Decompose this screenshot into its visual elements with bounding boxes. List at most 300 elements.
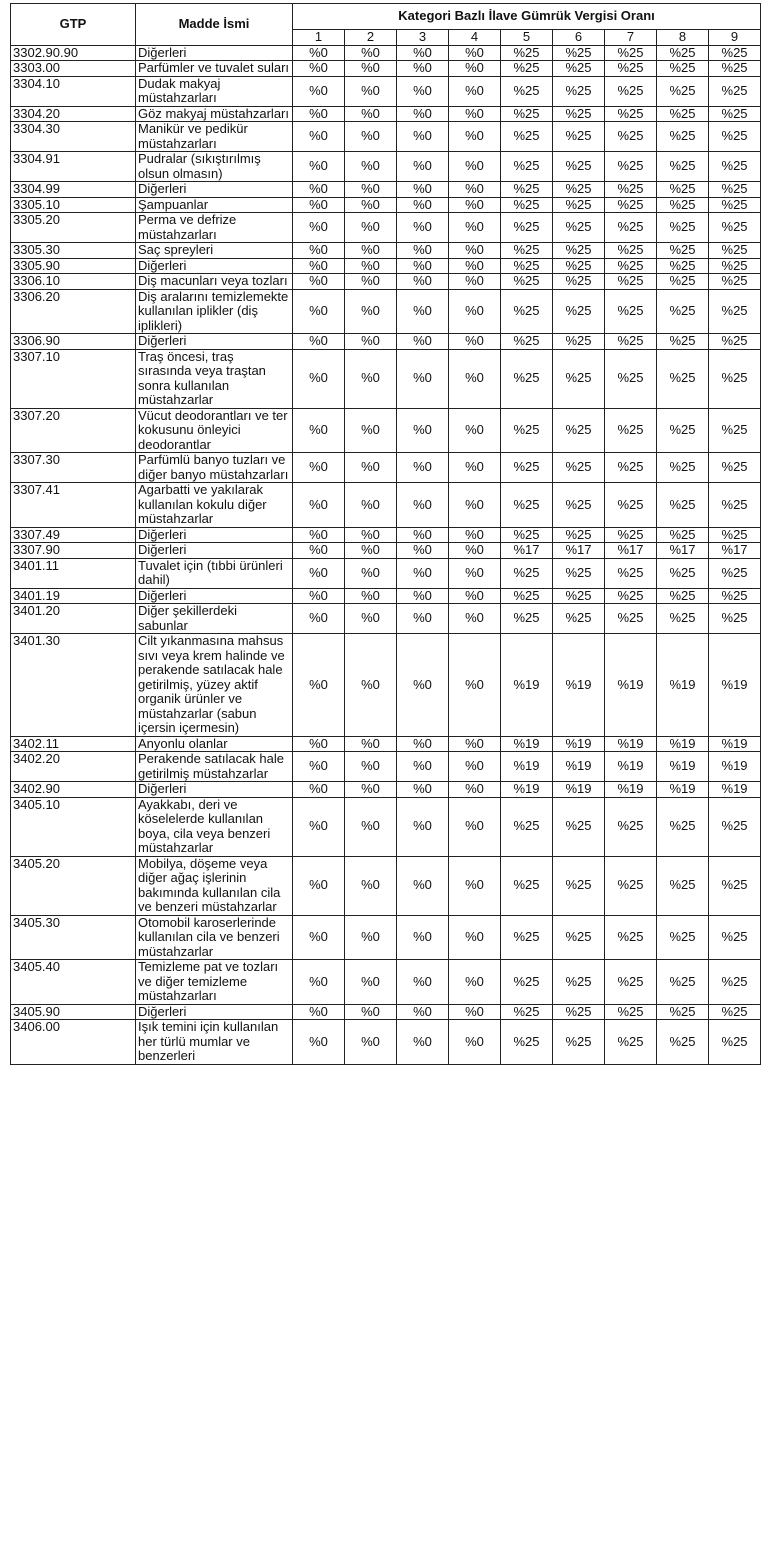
item-name: Otomobil karoserlerinde kullanılan cila ve benzeri müstahzarlar bbox=[136, 915, 293, 960]
rate-cell: %25 bbox=[709, 856, 761, 915]
rate-cell: %0 bbox=[397, 527, 449, 543]
rate-cell: %25 bbox=[553, 408, 605, 453]
header-item-name: Madde İsmi bbox=[136, 4, 293, 46]
rate-cell: %0 bbox=[345, 106, 397, 122]
table-row bbox=[11, 122, 761, 152]
rate-cell: %25 bbox=[501, 453, 553, 483]
rate-cell: %25 bbox=[553, 274, 605, 290]
gtp-code: 3303.00 bbox=[11, 61, 136, 77]
rate-cell: %19 bbox=[553, 782, 605, 798]
table-row bbox=[11, 797, 761, 856]
rate-cell: %25 bbox=[709, 527, 761, 543]
rate-cell: %25 bbox=[605, 604, 657, 634]
rate-cell: %25 bbox=[605, 106, 657, 122]
rate-cell: %25 bbox=[605, 1004, 657, 1020]
rate-cell: %0 bbox=[345, 797, 397, 856]
rate-cell: %0 bbox=[345, 152, 397, 182]
rate-cell: %0 bbox=[293, 604, 345, 634]
rate-cell: %25 bbox=[605, 483, 657, 528]
rate-cell: %25 bbox=[709, 213, 761, 243]
gtp-code: 3307.20 bbox=[11, 408, 136, 453]
rate-cell: %25 bbox=[553, 289, 605, 334]
item-name: Manikür ve pedikür müstahzarları bbox=[136, 122, 293, 152]
header-category: 4 bbox=[449, 30, 501, 46]
rate-cell: %0 bbox=[293, 1004, 345, 1020]
rate-cell: %25 bbox=[605, 915, 657, 960]
rate-cell: %25 bbox=[657, 349, 709, 408]
rate-cell: %0 bbox=[345, 856, 397, 915]
table-row bbox=[11, 856, 761, 915]
item-name: Traş öncesi, traş sırasında veya traştan sonra kullanılan müstahzarlar bbox=[136, 349, 293, 408]
rate-cell: %25 bbox=[501, 122, 553, 152]
rate-cell: %25 bbox=[605, 258, 657, 274]
rate-cell: %25 bbox=[553, 213, 605, 243]
rate-cell: %0 bbox=[293, 960, 345, 1005]
item-name: Diş macunları veya tozları bbox=[136, 274, 293, 290]
header-category: 1 bbox=[293, 30, 345, 46]
header-category: 6 bbox=[553, 30, 605, 46]
rate-cell: %0 bbox=[345, 243, 397, 259]
rate-cell: %0 bbox=[345, 213, 397, 243]
rate-cell: %19 bbox=[709, 736, 761, 752]
rate-cell: %19 bbox=[657, 634, 709, 737]
item-name: Diğer şekillerdeki sabunlar bbox=[136, 604, 293, 634]
rate-cell: %0 bbox=[449, 61, 501, 77]
rate-cell: %0 bbox=[397, 61, 449, 77]
rate-cell: %25 bbox=[501, 106, 553, 122]
rate-cell: %0 bbox=[449, 527, 501, 543]
rate-cell: %25 bbox=[605, 61, 657, 77]
rate-cell: %25 bbox=[657, 558, 709, 588]
rate-cell: %0 bbox=[293, 349, 345, 408]
rate-cell: %25 bbox=[657, 289, 709, 334]
rate-cell: %0 bbox=[397, 1004, 449, 1020]
rate-cell: %19 bbox=[605, 634, 657, 737]
rate-cell: %25 bbox=[553, 349, 605, 408]
rate-cell: %25 bbox=[501, 604, 553, 634]
table-row bbox=[11, 289, 761, 334]
rate-cell: %25 bbox=[501, 408, 553, 453]
item-name: Anyonlu olanlar bbox=[136, 736, 293, 752]
rate-cell: %25 bbox=[709, 61, 761, 77]
rate-cell: %25 bbox=[657, 45, 709, 61]
gtp-code: 3306.20 bbox=[11, 289, 136, 334]
rate-cell: %0 bbox=[293, 588, 345, 604]
rate-cell: %25 bbox=[605, 349, 657, 408]
item-name: Cilt yıkanmasına mahsus sıvı veya krem halinde ve perakende satılacak hale getirilmiş, yüzey aktif organik ürünler ve müstahzarlar (sabun içersin içermesin) bbox=[136, 634, 293, 737]
rate-cell: %25 bbox=[553, 453, 605, 483]
rate-cell: %0 bbox=[449, 588, 501, 604]
rate-cell: %0 bbox=[397, 453, 449, 483]
rate-cell: %0 bbox=[345, 543, 397, 559]
rate-cell: %0 bbox=[345, 782, 397, 798]
table-row bbox=[11, 752, 761, 782]
rate-cell: %0 bbox=[449, 289, 501, 334]
table-row bbox=[11, 960, 761, 1005]
item-name: Diğerleri bbox=[136, 782, 293, 798]
table-row bbox=[11, 213, 761, 243]
rate-cell: %25 bbox=[657, 960, 709, 1005]
rate-cell: %25 bbox=[553, 152, 605, 182]
table-row bbox=[11, 588, 761, 604]
rate-cell: %25 bbox=[709, 604, 761, 634]
rate-cell: %0 bbox=[397, 408, 449, 453]
rate-cell: %0 bbox=[293, 915, 345, 960]
rate-cell: %25 bbox=[709, 483, 761, 528]
header-category: 2 bbox=[345, 30, 397, 46]
rate-cell: %0 bbox=[397, 797, 449, 856]
rate-cell: %19 bbox=[709, 782, 761, 798]
table-row bbox=[11, 334, 761, 350]
rate-cell: %25 bbox=[709, 197, 761, 213]
rate-cell: %25 bbox=[553, 527, 605, 543]
item-name: Mobilya, döşeme veya diğer ağaç işlerinin bakımında kullanılan cila ve benzeri müstahzarlar bbox=[136, 856, 293, 915]
gtp-code: 3402.90 bbox=[11, 782, 136, 798]
rate-cell: %0 bbox=[449, 274, 501, 290]
gtp-code: 3304.30 bbox=[11, 122, 136, 152]
rate-cell: %25 bbox=[657, 258, 709, 274]
rate-cell: %0 bbox=[397, 152, 449, 182]
rate-cell: %0 bbox=[397, 960, 449, 1005]
rate-cell: %0 bbox=[345, 61, 397, 77]
rate-cell: %25 bbox=[709, 915, 761, 960]
rate-cell: %0 bbox=[293, 334, 345, 350]
rate-cell: %0 bbox=[293, 736, 345, 752]
rate-cell: %19 bbox=[501, 782, 553, 798]
table-row bbox=[11, 274, 761, 290]
rate-cell: %0 bbox=[345, 1020, 397, 1065]
item-name: Dudak makyaj müstahzarları bbox=[136, 76, 293, 106]
rate-cell: %25 bbox=[657, 408, 709, 453]
gtp-code: 3401.19 bbox=[11, 588, 136, 604]
rate-cell: %0 bbox=[397, 122, 449, 152]
rate-cell: %0 bbox=[449, 483, 501, 528]
table-row bbox=[11, 182, 761, 198]
rate-cell: %25 bbox=[501, 527, 553, 543]
rate-cell: %25 bbox=[709, 258, 761, 274]
item-name: Ayakkabı, deri ve köselelerde kullanılan boya, cila veya benzeri müstahzarlar bbox=[136, 797, 293, 856]
table-row bbox=[11, 408, 761, 453]
rate-cell: %0 bbox=[397, 258, 449, 274]
rate-cell: %0 bbox=[293, 122, 345, 152]
rate-cell: %0 bbox=[345, 915, 397, 960]
rate-cell: %0 bbox=[293, 243, 345, 259]
rate-cell: %25 bbox=[657, 588, 709, 604]
rate-cell: %25 bbox=[553, 856, 605, 915]
gtp-code: 3307.41 bbox=[11, 483, 136, 528]
rate-cell: %25 bbox=[657, 797, 709, 856]
rate-cell: %19 bbox=[657, 752, 709, 782]
table-row bbox=[11, 1004, 761, 1020]
rate-cell: %25 bbox=[657, 334, 709, 350]
gtp-code: 3405.10 bbox=[11, 797, 136, 856]
rate-cell: %0 bbox=[449, 915, 501, 960]
item-name: Tuvalet için (tıbbi ürünleri dahil) bbox=[136, 558, 293, 588]
rate-cell: %25 bbox=[709, 349, 761, 408]
rate-cell: %0 bbox=[397, 736, 449, 752]
rate-cell: %25 bbox=[605, 289, 657, 334]
rate-cell: %0 bbox=[345, 349, 397, 408]
rate-cell: %0 bbox=[397, 543, 449, 559]
rate-cell: %25 bbox=[709, 334, 761, 350]
rate-cell: %19 bbox=[657, 782, 709, 798]
rate-cell: %25 bbox=[553, 61, 605, 77]
gtp-code: 3405.30 bbox=[11, 915, 136, 960]
rate-cell: %0 bbox=[345, 558, 397, 588]
rate-cell: %25 bbox=[605, 527, 657, 543]
rate-cell: %25 bbox=[553, 1004, 605, 1020]
item-name: Diğerleri bbox=[136, 334, 293, 350]
rate-cell: %25 bbox=[709, 45, 761, 61]
rate-cell: %25 bbox=[605, 76, 657, 106]
gtp-code: 3402.20 bbox=[11, 752, 136, 782]
rate-cell: %17 bbox=[709, 543, 761, 559]
rate-cell: %25 bbox=[709, 588, 761, 604]
rate-cell: %19 bbox=[553, 736, 605, 752]
rate-cell: %25 bbox=[605, 960, 657, 1005]
rate-cell: %0 bbox=[449, 604, 501, 634]
rate-cell: %0 bbox=[397, 213, 449, 243]
rate-cell: %25 bbox=[657, 106, 709, 122]
rate-cell: %0 bbox=[345, 604, 397, 634]
rate-cell: %0 bbox=[345, 274, 397, 290]
rate-cell: %25 bbox=[657, 61, 709, 77]
rate-cell: %25 bbox=[605, 243, 657, 259]
rate-cell: %25 bbox=[553, 243, 605, 259]
gtp-code: 3304.99 bbox=[11, 182, 136, 198]
rate-cell: %0 bbox=[345, 483, 397, 528]
rate-cell: %25 bbox=[501, 61, 553, 77]
rate-cell: %25 bbox=[553, 334, 605, 350]
rate-cell: %25 bbox=[553, 797, 605, 856]
rate-cell: %0 bbox=[397, 856, 449, 915]
rate-cell: %0 bbox=[293, 213, 345, 243]
table-row bbox=[11, 106, 761, 122]
rate-cell: %0 bbox=[397, 782, 449, 798]
gtp-code: 3302.90.90 bbox=[11, 45, 136, 61]
rate-cell: %0 bbox=[449, 45, 501, 61]
rate-cell: %25 bbox=[657, 243, 709, 259]
rate-cell: %25 bbox=[553, 483, 605, 528]
rate-cell: %25 bbox=[501, 197, 553, 213]
rate-cell: %25 bbox=[553, 45, 605, 61]
rate-cell: %0 bbox=[293, 782, 345, 798]
rate-cell: %0 bbox=[345, 258, 397, 274]
rate-cell: %19 bbox=[501, 752, 553, 782]
rate-cell: %25 bbox=[553, 182, 605, 198]
rate-cell: %0 bbox=[449, 106, 501, 122]
rate-cell: %19 bbox=[657, 736, 709, 752]
rate-cell: %0 bbox=[345, 197, 397, 213]
rate-cell: %25 bbox=[501, 797, 553, 856]
rate-cell: %25 bbox=[501, 1004, 553, 1020]
rate-cell: %25 bbox=[501, 243, 553, 259]
rate-cell: %0 bbox=[449, 960, 501, 1005]
rate-cell: %25 bbox=[709, 76, 761, 106]
item-name: Saç spreyleri bbox=[136, 243, 293, 259]
table-row bbox=[11, 915, 761, 960]
rate-cell: %25 bbox=[553, 960, 605, 1005]
item-name: Perakende satılacak hale getirilmiş müstahzarlar bbox=[136, 752, 293, 782]
rate-cell: %0 bbox=[293, 453, 345, 483]
rate-cell: %0 bbox=[345, 453, 397, 483]
table-header bbox=[11, 4, 761, 46]
gtp-code: 3307.10 bbox=[11, 349, 136, 408]
table-row bbox=[11, 483, 761, 528]
rate-cell: %25 bbox=[501, 588, 553, 604]
item-name: Temizleme pat ve tozları ve diğer temizleme müstahzarları bbox=[136, 960, 293, 1005]
rate-cell: %0 bbox=[397, 588, 449, 604]
rate-cell: %0 bbox=[449, 543, 501, 559]
rate-cell: %0 bbox=[293, 558, 345, 588]
rate-cell: %25 bbox=[553, 915, 605, 960]
rate-cell: %0 bbox=[397, 558, 449, 588]
rate-cell: %0 bbox=[449, 334, 501, 350]
rate-cell: %25 bbox=[605, 197, 657, 213]
rate-cell: %0 bbox=[293, 182, 345, 198]
rate-cell: %25 bbox=[501, 856, 553, 915]
rate-cell: %0 bbox=[397, 604, 449, 634]
rate-cell: %25 bbox=[605, 1020, 657, 1065]
rate-cell: %0 bbox=[397, 349, 449, 408]
table-row bbox=[11, 604, 761, 634]
gtp-code: 3307.30 bbox=[11, 453, 136, 483]
rate-cell: %25 bbox=[553, 588, 605, 604]
rate-cell: %25 bbox=[501, 182, 553, 198]
rate-cell: %25 bbox=[605, 856, 657, 915]
item-name: Diğerleri bbox=[136, 527, 293, 543]
rate-cell: %25 bbox=[605, 558, 657, 588]
rate-cell: %0 bbox=[449, 152, 501, 182]
table-row bbox=[11, 61, 761, 77]
rate-cell: %25 bbox=[501, 274, 553, 290]
rate-cell: %0 bbox=[449, 258, 501, 274]
rate-cell: %0 bbox=[397, 634, 449, 737]
gtp-code: 3305.30 bbox=[11, 243, 136, 259]
rate-cell: %0 bbox=[397, 752, 449, 782]
rate-cell: %25 bbox=[709, 289, 761, 334]
rate-cell: %25 bbox=[501, 558, 553, 588]
rate-cell: %0 bbox=[397, 915, 449, 960]
item-name: Göz makyaj müstahzarları bbox=[136, 106, 293, 122]
item-name: Şampuanlar bbox=[136, 197, 293, 213]
rate-cell: %0 bbox=[397, 182, 449, 198]
table-row bbox=[11, 349, 761, 408]
rate-cell: %25 bbox=[605, 122, 657, 152]
rate-cell: %0 bbox=[293, 856, 345, 915]
rate-cell: %25 bbox=[501, 349, 553, 408]
header-category: 5 bbox=[501, 30, 553, 46]
table-row bbox=[11, 736, 761, 752]
gtp-code: 3405.90 bbox=[11, 1004, 136, 1020]
rate-cell: %25 bbox=[605, 588, 657, 604]
rate-cell: %0 bbox=[449, 752, 501, 782]
rate-cell: %25 bbox=[657, 76, 709, 106]
rate-cell: %0 bbox=[293, 752, 345, 782]
rate-cell: %0 bbox=[293, 527, 345, 543]
rate-cell: %0 bbox=[345, 408, 397, 453]
rate-cell: %25 bbox=[657, 1004, 709, 1020]
rate-cell: %25 bbox=[553, 76, 605, 106]
item-name: Diğerleri bbox=[136, 543, 293, 559]
rate-cell: %0 bbox=[449, 782, 501, 798]
gtp-code: 3306.10 bbox=[11, 274, 136, 290]
table-row bbox=[11, 543, 761, 559]
rate-cell: %0 bbox=[449, 243, 501, 259]
rate-cell: %0 bbox=[293, 274, 345, 290]
header-gtp: GTP bbox=[11, 4, 136, 46]
rate-cell: %25 bbox=[501, 289, 553, 334]
table-row bbox=[11, 45, 761, 61]
rate-cell: %25 bbox=[605, 334, 657, 350]
rate-cell: %19 bbox=[553, 752, 605, 782]
rate-cell: %25 bbox=[657, 122, 709, 152]
gtp-code: 3307.90 bbox=[11, 543, 136, 559]
rate-cell: %0 bbox=[397, 274, 449, 290]
table-row bbox=[11, 258, 761, 274]
rate-cell: %19 bbox=[501, 634, 553, 737]
rate-cell: %0 bbox=[293, 45, 345, 61]
gtp-code: 3405.20 bbox=[11, 856, 136, 915]
gtp-code: 3405.40 bbox=[11, 960, 136, 1005]
rate-cell: %0 bbox=[397, 289, 449, 334]
rate-cell: %25 bbox=[553, 1020, 605, 1065]
rate-cell: %25 bbox=[605, 408, 657, 453]
rate-cell: %0 bbox=[449, 453, 501, 483]
rate-cell: %19 bbox=[553, 634, 605, 737]
table-row bbox=[11, 243, 761, 259]
rate-cell: %25 bbox=[553, 122, 605, 152]
table-row bbox=[11, 782, 761, 798]
rate-cell: %19 bbox=[605, 736, 657, 752]
rate-cell: %0 bbox=[345, 122, 397, 152]
item-name: Pudralar (sıkıştırılmış olsun olmasın) bbox=[136, 152, 293, 182]
rate-cell: %0 bbox=[293, 258, 345, 274]
rate-cell: %19 bbox=[501, 736, 553, 752]
table-row bbox=[11, 76, 761, 106]
rate-cell: %25 bbox=[605, 274, 657, 290]
item-name: Parfümler ve tuvalet suları bbox=[136, 61, 293, 77]
item-name: Agarbatti ve yakılarak kullanılan kokulu diğer müstahzarlar bbox=[136, 483, 293, 528]
rate-cell: %0 bbox=[345, 334, 397, 350]
rate-cell: %25 bbox=[657, 453, 709, 483]
rate-cell: %0 bbox=[397, 243, 449, 259]
rate-cell: %25 bbox=[657, 152, 709, 182]
rate-cell: %0 bbox=[345, 960, 397, 1005]
rate-cell: %19 bbox=[605, 752, 657, 782]
rate-cell: %0 bbox=[345, 1004, 397, 1020]
rate-cell: %0 bbox=[345, 634, 397, 737]
rate-cell: %25 bbox=[657, 527, 709, 543]
item-name: Diğerleri bbox=[136, 1004, 293, 1020]
rate-cell: %0 bbox=[293, 61, 345, 77]
rate-cell: %25 bbox=[657, 182, 709, 198]
rate-cell: %25 bbox=[605, 152, 657, 182]
rate-cell: %25 bbox=[605, 45, 657, 61]
rate-cell: %0 bbox=[345, 182, 397, 198]
rate-cell: %0 bbox=[345, 752, 397, 782]
table-row bbox=[11, 453, 761, 483]
item-name: Işık temini için kullanılan her türlü mumlar ve benzerleri bbox=[136, 1020, 293, 1065]
rate-cell: %0 bbox=[345, 45, 397, 61]
rate-cell: %25 bbox=[657, 197, 709, 213]
gtp-code: 3401.20 bbox=[11, 604, 136, 634]
rate-cell: %25 bbox=[501, 960, 553, 1005]
rate-cell: %0 bbox=[293, 197, 345, 213]
gtp-code: 3305.90 bbox=[11, 258, 136, 274]
gtp-code: 3304.10 bbox=[11, 76, 136, 106]
table-row bbox=[11, 1020, 761, 1065]
